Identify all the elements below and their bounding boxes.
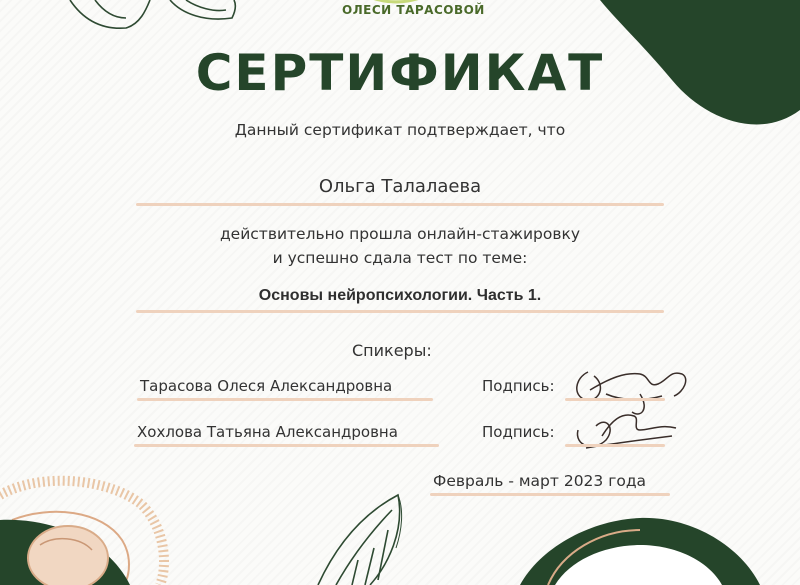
speaker-name: Тарасова Олеся Александровна bbox=[140, 377, 393, 395]
signature-label: Подпись: bbox=[482, 377, 555, 395]
signature-underline bbox=[565, 398, 665, 401]
topic-underline bbox=[136, 310, 664, 313]
certificate-date: Февраль - март 2023 года bbox=[433, 472, 647, 490]
date-underline bbox=[430, 493, 670, 496]
badge-text: ОЛЕСИ ТАРАСОВОЙ bbox=[342, 3, 485, 17]
statement-line-2: и успешно сдала тест по теме: bbox=[272, 249, 528, 267]
leaf-sketch-top-left bbox=[70, 0, 235, 28]
course-topic: Основы нейропсихологии. Часть 1. bbox=[258, 287, 542, 304]
signature-label: Подпись: bbox=[482, 423, 555, 441]
certificate-title: СЕРТИФИКАТ bbox=[195, 44, 605, 102]
speaker-name: Хохлова Татьяна Александровна bbox=[137, 423, 398, 441]
recipient-underline bbox=[136, 203, 664, 206]
speaker-underline bbox=[134, 444, 439, 447]
avocado-bottom-right bbox=[520, 518, 760, 585]
signature-tarasova bbox=[577, 372, 686, 414]
statement-line-1: действительно прошла онлайн-стажировку bbox=[219, 225, 581, 243]
speaker-underline bbox=[137, 398, 433, 401]
intro-text: Данный сертификат подтверждает, что bbox=[234, 121, 566, 139]
leaf-sketch-bottom-center bbox=[318, 495, 402, 585]
speakers-label: Спикеры: bbox=[352, 341, 432, 360]
recipient-name: Ольга Талалаева bbox=[318, 176, 482, 197]
signature-underline bbox=[565, 444, 665, 447]
avocado-bottom-left bbox=[0, 481, 164, 585]
